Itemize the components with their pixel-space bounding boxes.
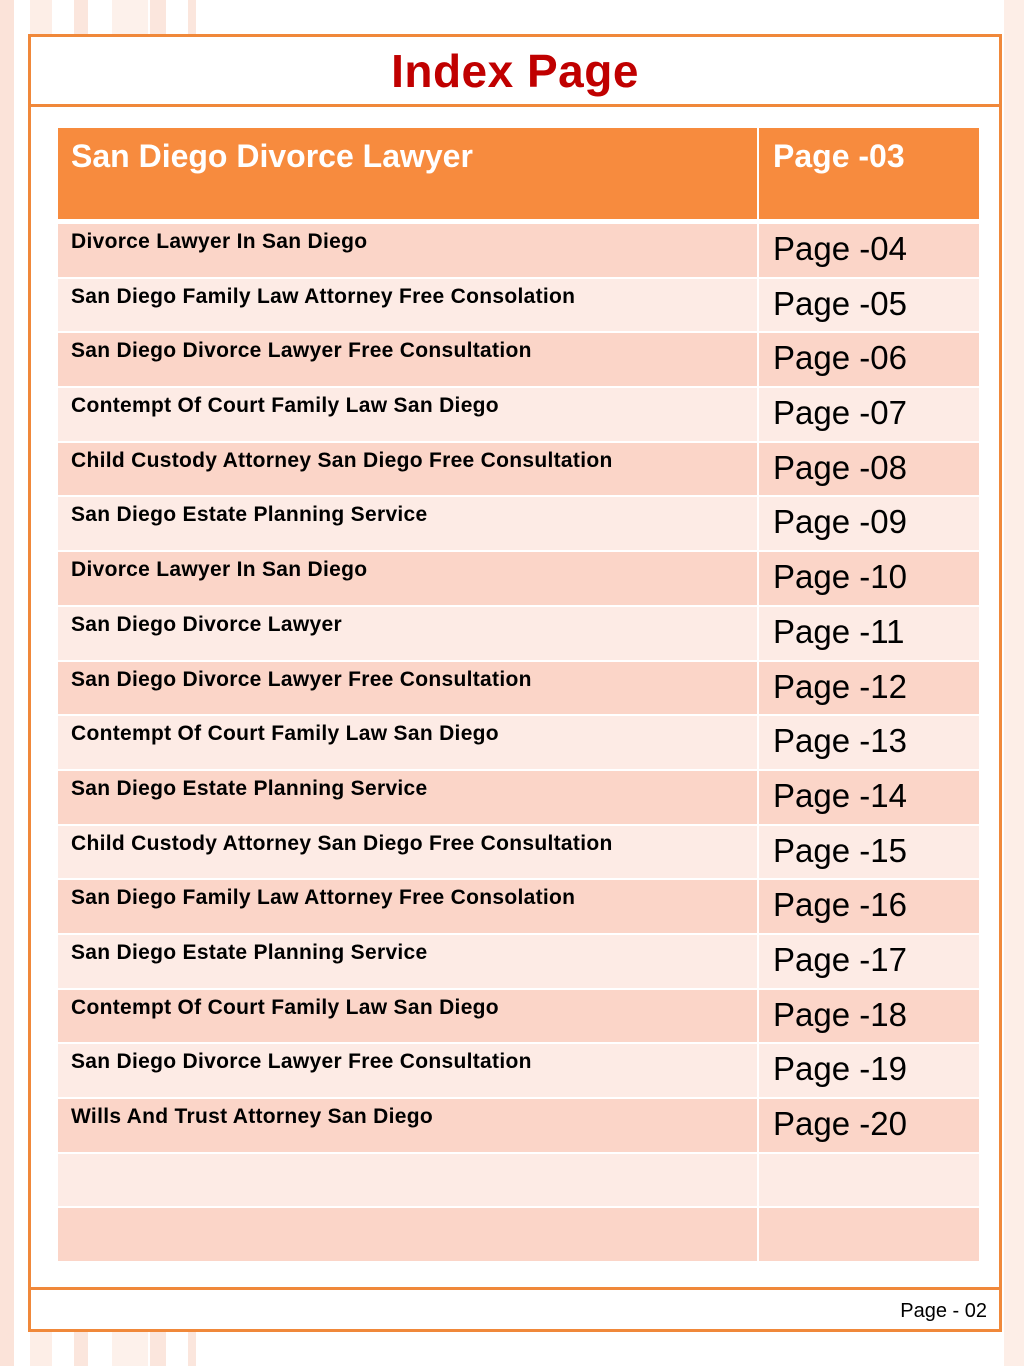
table-row bbox=[58, 1208, 979, 1263]
header-topic-cell: San Diego Divorce Lawyer bbox=[58, 128, 759, 219]
row-topic: San Diego Divorce Lawyer Free Consultation bbox=[58, 333, 759, 386]
row-page: Page -05 bbox=[773, 284, 907, 322]
table-body bbox=[58, 224, 979, 1263]
row-topic: San Diego Estate Planning Service bbox=[58, 771, 759, 824]
table-row bbox=[58, 497, 979, 552]
row-page: Page -07 bbox=[773, 394, 907, 432]
table-row bbox=[58, 716, 979, 771]
table-row bbox=[58, 771, 979, 826]
page-number: Page - 02 bbox=[900, 1300, 987, 1322]
row-page: Page -19 bbox=[773, 1050, 907, 1088]
title-bar bbox=[31, 37, 999, 107]
page-title: Index Page bbox=[391, 44, 639, 97]
table-row bbox=[58, 607, 979, 662]
row-topic bbox=[58, 1154, 759, 1207]
decorative-stripe bbox=[0, 0, 14, 1366]
row-page: Page -14 bbox=[773, 776, 907, 814]
row-page: Page -06 bbox=[773, 339, 907, 377]
row-topic bbox=[58, 1208, 759, 1261]
row-page: Page -04 bbox=[773, 230, 907, 267]
table-row bbox=[58, 662, 979, 717]
row-topic: Divorce Lawyer In San Diego bbox=[58, 552, 759, 605]
table-row bbox=[58, 552, 979, 607]
row-topic: Contempt Of Court Family Law San Diego bbox=[58, 388, 759, 441]
header-page-cell: Page -03 bbox=[773, 138, 905, 174]
row-page: Page -13 bbox=[773, 722, 907, 760]
row-page: Page -08 bbox=[773, 448, 907, 486]
table-row bbox=[58, 333, 979, 388]
row-page: Page -11 bbox=[773, 612, 905, 650]
table-row bbox=[58, 388, 979, 443]
row-topic: San Diego Divorce Lawyer bbox=[58, 607, 759, 660]
row-topic: San Diego Divorce Lawyer Free Consultation bbox=[58, 1044, 759, 1097]
table-row bbox=[58, 443, 979, 498]
row-page bbox=[759, 1208, 977, 1261]
table-row bbox=[58, 935, 979, 990]
row-page: Page -20 bbox=[773, 1105, 907, 1142]
decorative-stripe bbox=[1004, 0, 1024, 1366]
table-row bbox=[58, 1154, 979, 1209]
table-row bbox=[58, 1099, 979, 1154]
row-page: Page -18 bbox=[773, 995, 907, 1033]
row-topic: Contempt Of Court Family Law San Diego bbox=[58, 990, 759, 1043]
table-row bbox=[58, 990, 979, 1045]
table-row bbox=[58, 279, 979, 334]
row-topic: Divorce Lawyer In San Diego bbox=[58, 224, 759, 277]
table-row bbox=[58, 224, 979, 279]
row-page: Page -10 bbox=[773, 558, 907, 596]
row-topic: San Diego Family Law Attorney Free Consolation bbox=[58, 279, 759, 332]
table-row bbox=[58, 880, 979, 935]
row-topic: San Diego Estate Planning Service bbox=[58, 497, 759, 550]
row-page: Page -17 bbox=[773, 940, 907, 978]
row-page: Page -09 bbox=[773, 503, 907, 541]
row-topic: Child Custody Attorney San Diego Free Consultation bbox=[58, 443, 759, 496]
row-topic: San Diego Divorce Lawyer Free Consultation bbox=[58, 662, 759, 715]
row-page: Page -15 bbox=[773, 831, 907, 869]
row-topic: San Diego Family Law Attorney Free Consolation bbox=[58, 880, 759, 933]
row-topic: Contempt Of Court Family Law San Diego bbox=[58, 716, 759, 769]
row-topic: Wills And Trust Attorney San Diego bbox=[58, 1099, 759, 1152]
row-page: Page -16 bbox=[773, 886, 907, 924]
table-row bbox=[58, 1044, 979, 1099]
index-table bbox=[58, 128, 979, 1263]
row-page bbox=[759, 1154, 977, 1207]
row-page: Page -12 bbox=[773, 667, 907, 705]
footer-divider bbox=[31, 1287, 999, 1290]
table-row bbox=[58, 826, 979, 881]
table-header-row bbox=[58, 128, 979, 224]
page-frame bbox=[28, 34, 1002, 1332]
row-topic: San Diego Estate Planning Service bbox=[58, 935, 759, 988]
row-topic: Child Custody Attorney San Diego Free Consultation bbox=[58, 826, 759, 879]
